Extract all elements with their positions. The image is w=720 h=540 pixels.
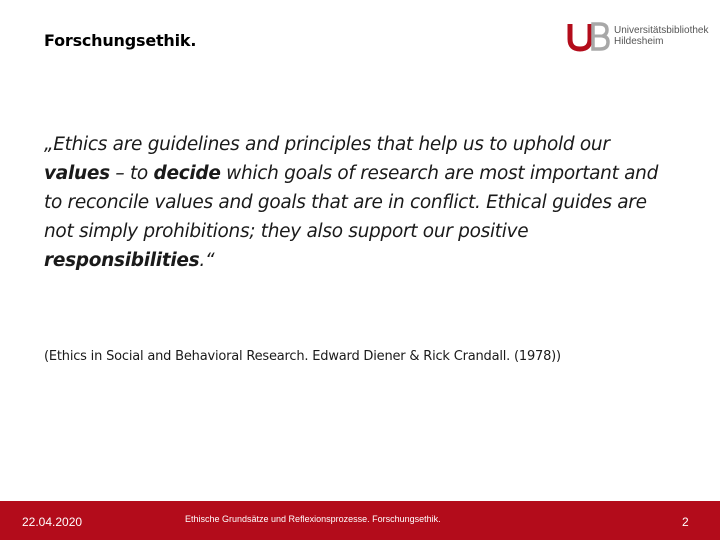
- footer-date: 22.04.2020: [22, 515, 83, 529]
- quote-part: .“: [199, 250, 215, 271]
- quote-text: [44, 130, 664, 275]
- logo-text: [614, 25, 709, 47]
- quote-part: – to: [109, 163, 154, 184]
- quote-emphasis: decide: [153, 163, 221, 184]
- quote-emphasis: values: [44, 163, 110, 184]
- logo-line-1: Universitätsbibliothek: [614, 25, 709, 36]
- quote-part: which goals of research are most important and to reconcile values and goals that are in conflict. Ethical guides are not simply prohibitions; they also support our positive: [44, 163, 659, 242]
- university-library-logo: [566, 20, 716, 54]
- quote-emphasis: responsibilities: [44, 250, 200, 271]
- logo-line-2: Hildesheim: [614, 36, 664, 47]
- citation: (Ethics in Social and Behavioral Research. Edward Diener & Rick Crandall. (1978)): [44, 349, 561, 364]
- slide-title: Forschungsethik.: [44, 31, 197, 50]
- page-number: 2: [682, 515, 689, 529]
- footer-bar: [0, 501, 720, 540]
- footer-title: Ethische Grundsätze und Reflexionsprozesse. Forschungsethik.: [185, 514, 441, 524]
- ub-logo-mark-icon: [566, 20, 610, 54]
- quote-part: „Ethics are guidelines and principles that help us to uphold our: [44, 134, 610, 155]
